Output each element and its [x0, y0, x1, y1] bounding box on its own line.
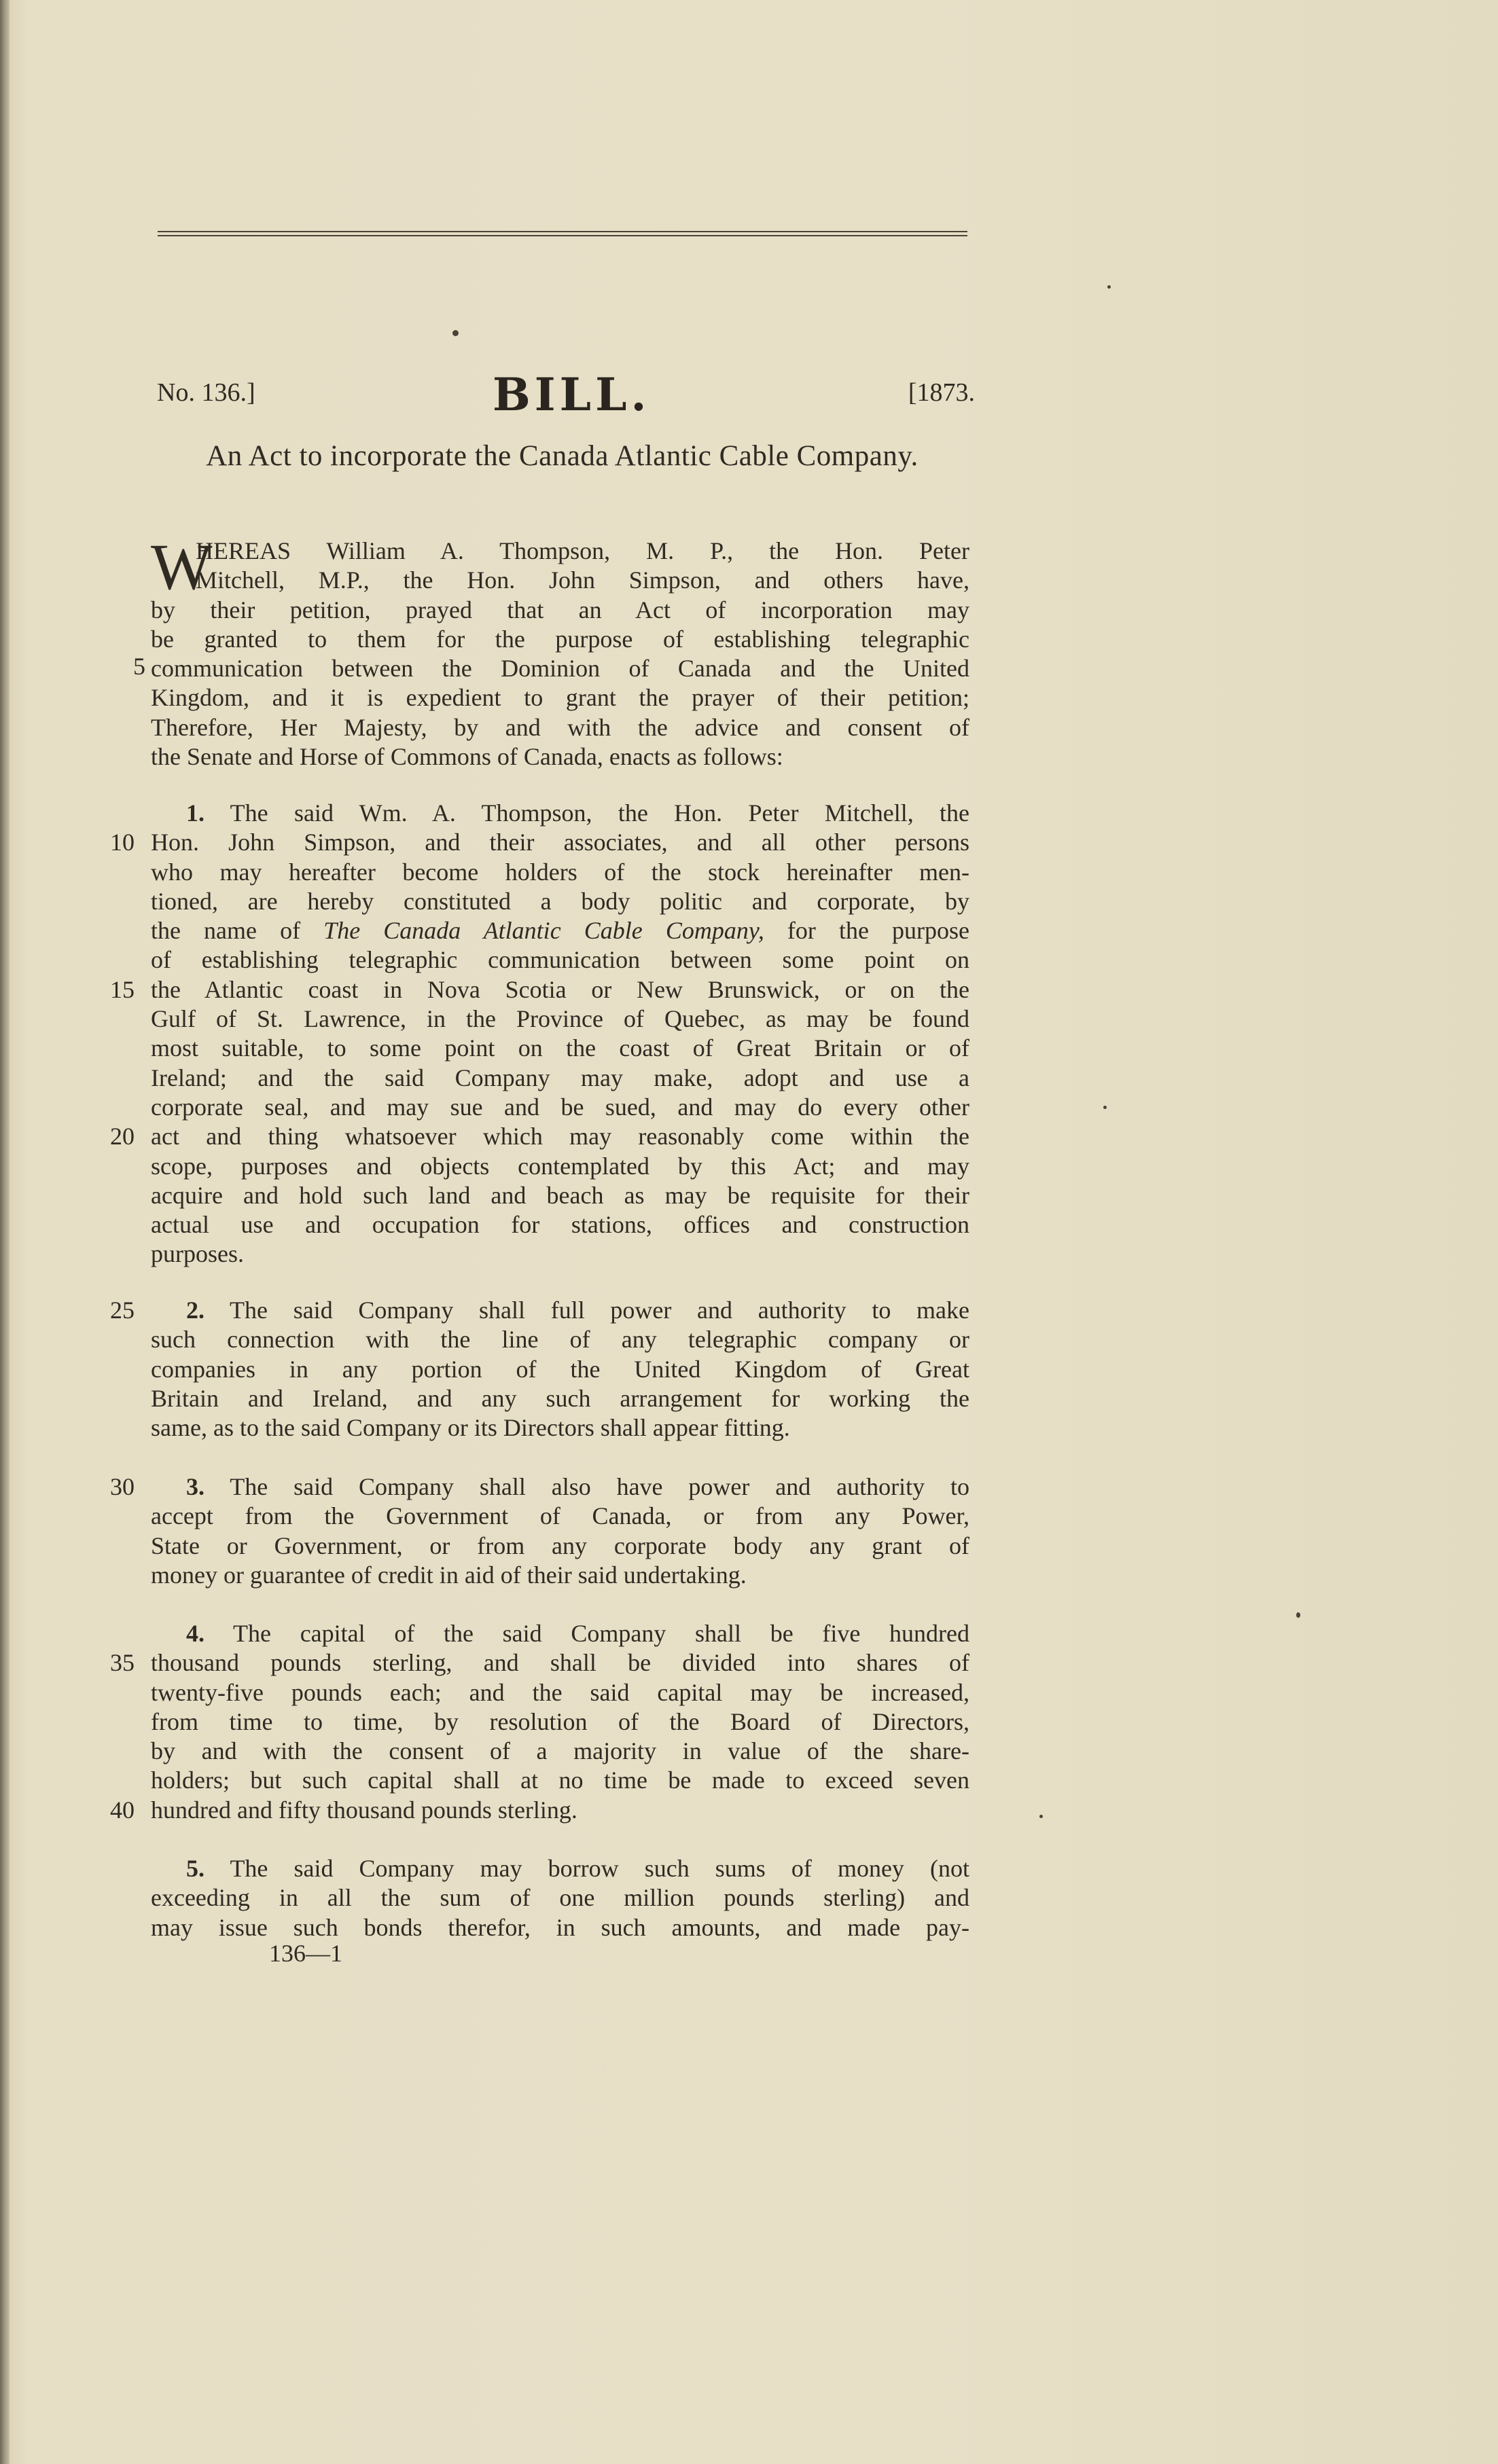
section-line: act and thing whatsoever which may reasonably come within the	[151, 1123, 969, 1151]
section-line: corporate seal, and may sue and be sued, and may do every other	[151, 1093, 969, 1121]
section-line: 5. The said Company may borrow such sums of money (not	[186, 1855, 970, 1882]
section-line: Gulf of St. Lawrence, in the Province of Quebec, as may be found	[151, 1005, 969, 1033]
section-line: scope, purposes and objects contemplated by this Act; and may	[151, 1152, 969, 1180]
margin-line-number: 25	[110, 1297, 135, 1324]
section-3	[151, 1472, 969, 1590]
binding-edge	[0, 0, 10, 2464]
section-line: 2. The said Company shall full power and authority to make	[186, 1297, 970, 1324]
section-line: may issue such bonds therefor, in such amounts, and made pay-	[151, 1913, 969, 1941]
preamble-line: Therefore, Her Majesty, by and with the advice and consent of	[151, 713, 969, 741]
margin-line-number: 20	[110, 1123, 135, 1150]
section-line: Britain and Ireland, and any such arrangement for working the	[151, 1384, 969, 1412]
preamble-line: by their petition, prayed that an Act of incorporation may	[151, 596, 969, 623]
bill-header	[153, 368, 975, 421]
preamble-line: HEREAS William A. Thompson, M. P., the Hon. Peter	[196, 537, 969, 564]
section-line: twenty-five pounds each; and the said capital may be increased,	[151, 1678, 969, 1706]
preamble-line: Kingdom, and it is expedient to grant the prayer of their petition;	[151, 684, 969, 712]
section-line: purposes.	[151, 1240, 244, 1268]
section-line: of establishing telegraphic communication between some point on	[151, 946, 969, 974]
section-line: by and with the consent of a majority in value of the share-	[151, 1737, 969, 1765]
section-number: 2.	[186, 1297, 204, 1324]
section-line: the name of The Canada Atlantic Cable Company, for the purpose	[151, 917, 969, 945]
section-5	[151, 1854, 969, 1942]
section-number: 4.	[186, 1620, 204, 1647]
margin-line-number: 35	[110, 1649, 135, 1676]
section-line: acquire and hold such land and beach as may be requisite for their	[151, 1181, 969, 1209]
margin-line-number: 15	[110, 976, 135, 1003]
section-number: 1.	[186, 799, 204, 827]
section-line: such connection with the line of any telegraphic company or	[151, 1326, 969, 1354]
bill-year: [1873.	[908, 378, 975, 407]
bill-number: No. 136.]	[157, 378, 255, 407]
company-name: The Canada Atlantic Cable Company,	[323, 917, 764, 945]
margin-line-number: 30	[110, 1473, 135, 1500]
section-line: 1. The said Wm. A. Thompson, the Hon. Peter Mitchell, the	[186, 799, 969, 827]
margin-line-number: 5	[133, 653, 145, 680]
section-number: 3.	[186, 1473, 204, 1500]
section-line: 3. The said Company shall also have power and authority to	[186, 1473, 969, 1500]
section-line: actual use and occupation for stations, offices and construction	[151, 1211, 969, 1239]
section-line: tioned, are hereby constituted a body politic and corporate, by	[151, 887, 969, 915]
paper-speck	[1296, 1612, 1300, 1618]
section-line: most suitable, to some point on the coast of Great Britain or of	[151, 1034, 969, 1062]
preamble-dropcap: W	[151, 530, 213, 603]
section-line: companies in any portion of the United Kingdom of Great	[151, 1355, 969, 1383]
section-line: Hon. John Simpson, and their associates, and all other persons	[151, 829, 969, 856]
section-line: who may hereafter become holders of the stock hereinafter men-	[151, 858, 969, 886]
margin-line-number: 10	[110, 829, 135, 856]
bill-footer-number: 136—1	[269, 1940, 342, 1967]
section-line: exceeding in all the sum of one million pounds sterling) and	[151, 1884, 969, 1912]
preamble-line: Mitchell, M.P., the Hon. John Simpson, and others have,	[196, 566, 969, 594]
section-2	[151, 1296, 969, 1443]
act-title: An Act to incorporate the Canada Atlantic Cable Company.	[206, 440, 919, 472]
margin-line-number: 40	[110, 1796, 135, 1824]
bill-title: BILL.	[493, 368, 651, 421]
section-line: thousand pounds sterling, and shall be divided into shares of	[151, 1649, 969, 1677]
section-line: money or guarantee of credit in aid of their said undertaking.	[151, 1561, 747, 1589]
section-number: 5.	[186, 1855, 204, 1882]
preamble-line: communication between the Dominion of Canada and the United	[151, 655, 969, 683]
paper-speck	[452, 330, 459, 336]
paper-speck	[1039, 1815, 1043, 1818]
section-line: State or Government, or from any corporate body any grant of	[151, 1532, 969, 1559]
section-line: accept from the Government of Canada, or from any Power,	[151, 1502, 969, 1530]
section-4	[151, 1619, 969, 1825]
section-line: from time to time, by resolution of the Board of Directors,	[151, 1707, 969, 1735]
preamble-line: the Senate and Horse of Commons of Canada, enacts as follows:	[151, 743, 783, 771]
section-1	[151, 799, 969, 1269]
paper-speck	[1107, 285, 1111, 289]
section-line: hundred and fifty thousand pounds sterling.	[151, 1796, 577, 1824]
section-line: 4. The capital of the said Company shall be five hundred	[186, 1620, 969, 1647]
preamble	[151, 530, 969, 772]
preamble-line: be granted to them for the purpose of establishing telegraphic	[151, 625, 969, 653]
top-double-rule	[158, 231, 967, 236]
section-line: same, as to the said Company or its Directors shall appear fitting.	[151, 1414, 790, 1442]
section-line: holders; but such capital shall at no time be made to exceed seven	[151, 1767, 969, 1794]
paper-speck	[1103, 1106, 1107, 1109]
section-line: Ireland; and the said Company may make, adopt and use a	[151, 1064, 969, 1091]
section-line: the Atlantic coast in Nova Scotia or New Brunswick, or on the	[151, 975, 969, 1003]
